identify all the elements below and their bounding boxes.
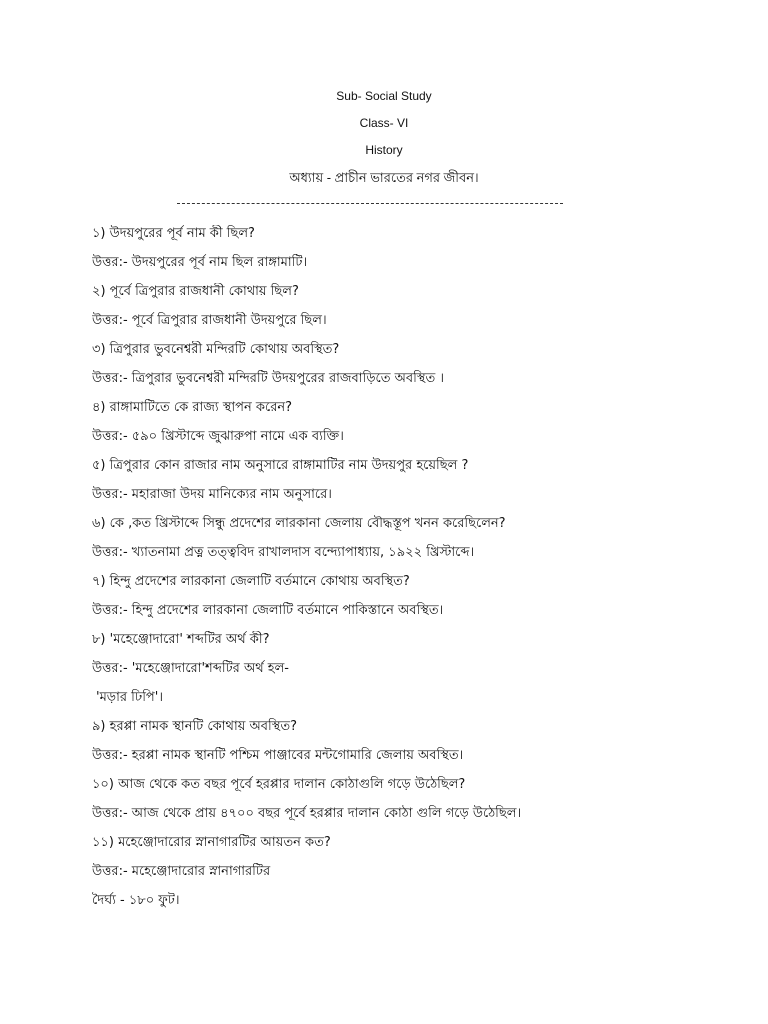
question-11: ১১) মহেঞ্জোদারোর স্নানাগারটির আয়তন কত? (92, 835, 331, 850)
answer-1: উত্তর:- উদয়পুরের পূর্ব নাম ছিল রাঙ্গামাটি। (92, 255, 308, 270)
topic-heading: History (365, 143, 403, 157)
question-6: ৬) কে ,কত খ্রিস্টাব্দে সিন্ধু প্রদেশের লারকানা জেলায় বৌদ্ধস্তূপ খনন করেছিলেন? (92, 516, 506, 531)
answer-11: উত্তর:- মহেঞ্জোদারোর স্নানাগারটির (92, 864, 271, 879)
question-1: ১) উদয়পুরের পূর্ব নাম কী ছিল? (92, 226, 255, 241)
question-4: ৪) রাঙ্গামাটিতে কে রাজ্য স্থাপন করেন? (92, 400, 293, 415)
answer-9: উত্তর:- হরপ্পা নামক স্থানটি পশ্চিম পাঞ্জাবের মন্টগোমারি জেলায় অবস্থিত। (92, 748, 464, 763)
answer-8: উত্তর:- 'মহেঞ্জোদারো'শব্দটির অর্থ হল- (92, 661, 289, 676)
answer-10: উত্তর:- আজ থেকে প্রায় ৪৭০০ বছর পূর্বে হরপ্পার দালান কোঠা গুলি গড়ে উঠেছিল। (92, 806, 522, 821)
answer-3: উত্তর:- ত্রিপুরার ভুবনেশ্বরী মন্দিরটি উদয়পুরের রাজবাড়িতে অবস্থিত । (92, 371, 444, 386)
question-3: ৩) ত্রিপুরার ভুবনেশ্বরী মন্দিরটি কোথায় অবস্থিত? (92, 342, 340, 357)
question-7: ৭) হিন্দু প্রদেশের লারকানা জেলাটি বর্তমানে কোথায় অবস্থিত? (92, 574, 410, 589)
question-8: ৮) 'মহেঞ্জোদারো' শব্দটির অর্থ কী? (92, 632, 270, 647)
answer-11-continued: দৈর্ঘ্য - ১৮০ ফুট। (92, 893, 180, 908)
class-heading: Class- VI (359, 116, 409, 130)
question-10: ১০) আজ থেকে কত বছর পূর্বে হরপ্পার দালান কোঠাগুলি গড়ে উঠেছিল? (92, 777, 466, 792)
answer-2: উত্তর:- পূর্বে ত্রিপুরার রাজধানী উদয়পুরে ছিল। (92, 313, 327, 328)
question-9: ৯) হরপ্পা নামক স্থানটি কোথায় অবস্থিত? (92, 719, 297, 734)
subject-heading: Sub- Social Study (336, 89, 432, 103)
answer-6: উত্তর:- খ্যাতনামা প্রত্ন তত্ত্ববিদ রাখালদাস বন্দ্যোপাধ্যায়, ১৯২২ খ্রিস্টাব্দে। (92, 545, 475, 560)
chapter-heading: অধ্যায় - প্রাচীন ভারতের নগর জীবন। (289, 170, 479, 185)
answer-7: উত্তর:- হিন্দু প্রদেশের লারকানা জেলাটি বর্তমানে পাকিস্তানে অবস্থিত। (92, 603, 444, 618)
answer-5: উত্তর:- মহারাজা উদয় মানিক্যের নাম অনুসারে। (92, 487, 332, 502)
section-divider (177, 203, 563, 204)
question-2: ২) পূর্বে ত্রিপুরার রাজধানী কোথায় ছিল? (92, 284, 299, 299)
answer-4: উত্তর:- ৫৯০ খ্রিস্টাব্দে জুঝারুপা নামে এক ব্যক্তি। (92, 429, 344, 444)
question-5: ৫) ত্রিপুরার কোন রাজার নাম অনুসারে রাঙ্গামাটির নাম উদয়পুর হয়েছিল ? (92, 458, 469, 473)
answer-8-continued: 'মড়ার ঢিপি'। (96, 690, 163, 705)
